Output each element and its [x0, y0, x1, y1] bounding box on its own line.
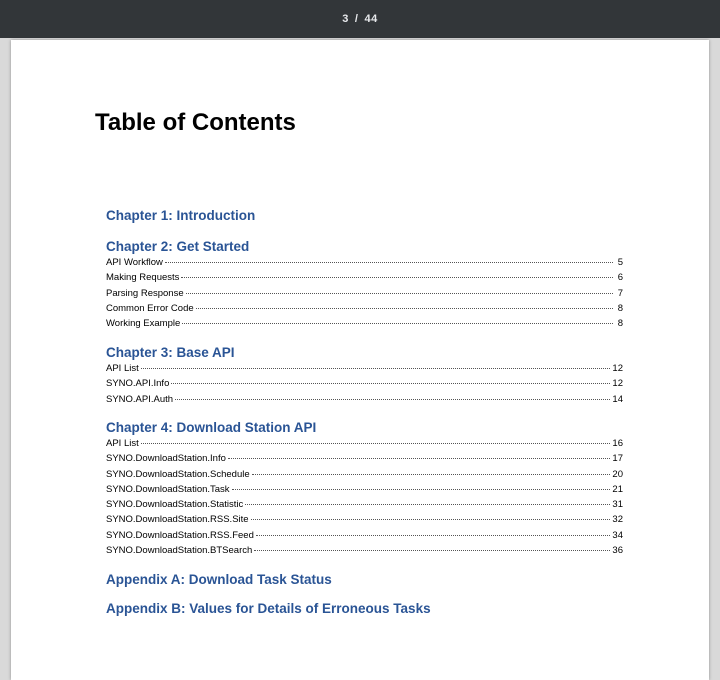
dot-leader: [141, 443, 611, 444]
toc-section: [106, 419, 623, 558]
toc-entry-page-number: 21: [612, 483, 623, 495]
toc-entry-label: SYNO.API.Auth: [106, 393, 174, 405]
toc-entry-page-number: 20: [612, 468, 623, 480]
toc-entry-page-number: 8: [617, 318, 623, 330]
toc-entry-page-number: 14: [612, 393, 623, 405]
dot-leader: [251, 519, 611, 520]
toc-entry-label: SYNO.DownloadStation.Statistic: [106, 499, 244, 511]
toc-entry[interactable]: [106, 543, 623, 558]
toc-entry-label: SYNO.API.Info: [106, 378, 170, 390]
dot-leader: [165, 262, 613, 263]
dot-leader: [196, 308, 613, 309]
toc-entry-label: Working Example: [106, 318, 181, 330]
toc-section: [106, 344, 623, 407]
toc-entry-label: Making Requests: [106, 272, 180, 284]
dot-leader: [254, 550, 610, 551]
dot-leader: [245, 504, 610, 505]
toc-entry-page-number: 16: [612, 438, 623, 449]
dot-leader: [171, 383, 610, 384]
toc-section: [106, 571, 623, 588]
toc-entry-list: [106, 361, 623, 407]
toc-entry[interactable]: [106, 316, 623, 331]
pdf-page: [11, 40, 709, 680]
toc-entry[interactable]: [106, 497, 623, 512]
toc-entry-label: API List: [106, 363, 139, 374]
toc-entry[interactable]: [106, 451, 623, 466]
toc-entry-page-number: 7: [617, 287, 623, 299]
dot-leader: [228, 458, 611, 459]
toc-entry[interactable]: [106, 528, 623, 543]
toc-entry[interactable]: [106, 482, 623, 497]
dot-leader: [186, 293, 613, 294]
toc-entry-page-number: 34: [612, 529, 623, 541]
toc-entry-list: [106, 255, 623, 331]
toc-entry-list: [106, 436, 623, 558]
toc-chapter-heading[interactable]: Chapter 1: Introduction: [106, 208, 256, 223]
toc-entry-page-number: 12: [612, 363, 623, 374]
toc-chapter-heading[interactable]: Chapter 4: Download Station API: [106, 420, 317, 435]
dot-leader: [181, 277, 613, 278]
toc-entry[interactable]: [106, 376, 623, 391]
dot-leader: [252, 474, 611, 475]
total-pages: 44: [364, 13, 378, 25]
toc-section: [106, 207, 623, 224]
toc-entry-page-number: 17: [612, 453, 623, 465]
toc-entry[interactable]: [106, 255, 623, 270]
toc-entry-label: API Workflow: [106, 257, 163, 268]
toc-chapter-heading[interactable]: Appendix A: Download Task Status: [106, 572, 332, 587]
toc-entry[interactable]: [106, 286, 623, 301]
toc-entry-label: SYNO.DownloadStation.Task: [106, 483, 230, 495]
toc-entry-label: SYNO.DownloadStation.RSS.Site: [106, 514, 249, 526]
toc-entry-label: SYNO.DownloadStation.Schedule: [106, 468, 250, 480]
dot-leader: [182, 323, 613, 324]
toc-entry-label: Common Error Code: [106, 302, 194, 314]
toc-entry-page-number: 5: [617, 257, 623, 268]
pdf-viewer-toolbar: [0, 0, 720, 38]
page-separator: /: [354, 13, 359, 25]
dot-leader: [175, 399, 610, 400]
toc-section: [106, 600, 623, 617]
toc-entry[interactable]: [106, 467, 623, 482]
toc-entry-label: API List: [106, 438, 139, 449]
toc-entry[interactable]: [106, 436, 623, 451]
page-title: Table of Contents: [95, 109, 296, 136]
toc-entry-page-number: 36: [612, 545, 623, 557]
toc-chapter-heading[interactable]: Appendix B: Values for Details of Erroneous Tasks: [106, 601, 431, 616]
toc-chapter-heading[interactable]: Chapter 2: Get Started: [106, 239, 250, 254]
toc-entry-label: SYNO.DownloadStation.BTSearch: [106, 545, 253, 557]
toc-entry[interactable]: [106, 512, 623, 527]
dot-leader: [232, 489, 611, 490]
current-page-number[interactable]: 3: [342, 13, 349, 25]
toc-entry-page-number: 12: [612, 378, 623, 390]
toc-entry-label: SYNO.DownloadStation.Info: [106, 453, 226, 465]
toc-entry-page-number: 32: [612, 514, 623, 526]
toc-entry-label: Parsing Response: [106, 287, 184, 299]
dot-leader: [141, 368, 611, 369]
toc-entry-page-number: 31: [612, 499, 623, 511]
toc-entry[interactable]: [106, 392, 623, 407]
toc-chapter-heading[interactable]: Chapter 3: Base API: [106, 345, 235, 360]
toc-entry[interactable]: [106, 361, 623, 376]
toc-entry[interactable]: [106, 301, 623, 316]
toc-entry-page-number: 8: [617, 302, 623, 314]
toc-section: [106, 238, 623, 331]
toc-entry[interactable]: [106, 270, 623, 285]
toc-entry-page-number: 6: [617, 272, 623, 284]
dot-leader: [256, 535, 611, 536]
toc-entry-label: SYNO.DownloadStation.RSS.Feed: [106, 529, 254, 541]
